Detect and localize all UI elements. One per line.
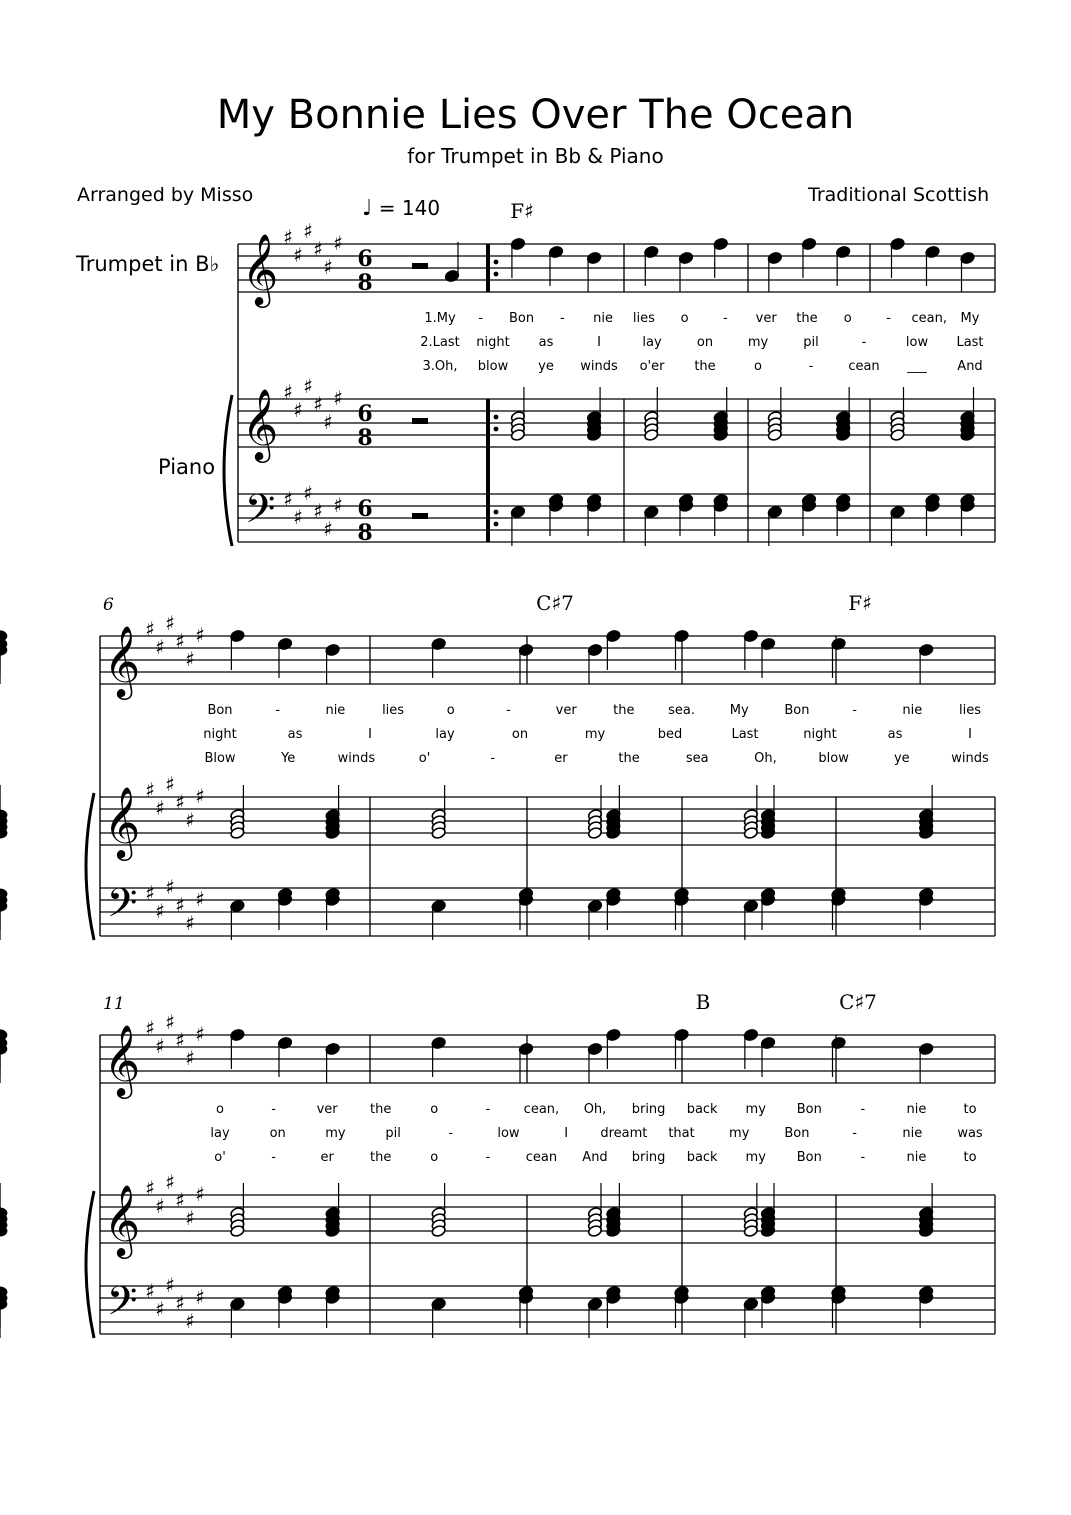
sharp-icon: ♯ [333,386,343,410]
lyric-syllable: as [538,335,554,350]
sharp-icon: ♯ [195,784,205,808]
lyric-syllable: ver [755,311,777,326]
lyric-syllable: o [754,359,762,374]
sharp-icon: ♯ [195,1022,205,1046]
time-signature-numerator: 6 [357,496,373,522]
lyric-syllable: er [320,1150,334,1165]
lyric-syllable: Ye [281,751,296,766]
lyric-syllable: cean, [523,1102,560,1117]
sharp-icon: ♯ [155,1297,165,1321]
lyric-syllable: o [843,311,852,326]
tempo-value: = 140 [378,196,441,220]
lyric-syllable: lay [642,335,662,350]
lyric-syllable: I [564,1126,569,1141]
lyric-syllable: my [747,335,769,350]
sharp-icon: ♯ [185,911,195,935]
sharp-icon: ♯ [175,1291,185,1315]
lyric-syllable: low [905,335,929,350]
lyric-syllable: And [582,1150,608,1165]
lyric-syllable: er [554,751,568,766]
repeat-dot-icon [494,415,499,420]
sharp-icon: ♯ [155,1034,165,1058]
lyric-syllable: my [745,1102,766,1117]
sharp-icon: ♯ [185,647,195,671]
lyric-syllable: sea [685,751,709,766]
lyric-syllable: lies [632,311,655,326]
lyric-syllable: the [370,1150,392,1165]
repeat-dot-icon [494,510,499,515]
sharp-icon: ♯ [155,796,165,820]
piano-treble-staff [238,399,995,447]
trumpet-staff [100,636,995,684]
chord-symbol: C♯7 [536,591,574,615]
piano-brace-icon [86,793,94,940]
lyric-syllable: nie [902,1126,923,1141]
sharp-icon: ♯ [303,374,313,398]
lyric-syllable: o [430,1150,439,1165]
lyric-syllable: Bon [207,703,233,718]
measure-number: 11 [103,994,125,1014]
sharp-icon: ♯ [145,1016,155,1040]
piano-bass-staff [100,888,995,936]
lyric-syllable: that [668,1126,695,1141]
note-head [0,631,7,641]
note-head [0,1030,7,1040]
sharp-icon: ♯ [333,231,343,255]
score-subtitle: for Trumpet in Bb & Piano [407,144,664,168]
lyric-syllable: the [694,359,716,374]
lyric-syllable: - [723,311,728,326]
lyric-syllable: my [745,1150,766,1165]
lyric-syllable: o' [418,751,431,766]
lyric-syllable: Bon [784,703,810,718]
lyric-syllable: 3.Oh, [422,359,458,374]
repeat-dot-icon [494,260,499,265]
lyric-syllable: o [430,1102,439,1117]
chord-symbol: C♯7 [839,990,877,1014]
treble-clef-icon: 𝄞 [103,1183,141,1256]
sharp-icon: ♯ [165,875,175,899]
lyric-syllable: blow [477,359,509,374]
lyric-syllable: night [476,335,510,350]
sharp-icon: ♯ [195,887,205,911]
sharp-icon: ♯ [323,255,333,279]
sharp-icon: ♯ [155,635,165,659]
lyric-syllable: - [490,751,496,766]
sharp-icon: ♯ [185,1309,195,1333]
sharp-icon: ♯ [175,790,185,814]
sharp-icon: ♯ [283,380,293,404]
sharp-icon: ♯ [313,237,323,261]
sharp-icon: ♯ [185,1046,195,1070]
lyric-syllable: as [887,727,903,742]
sharp-icon: ♯ [293,243,303,267]
bass-clef-icon: 𝄢 [106,1278,138,1334]
lyric-syllable: lay [435,727,455,742]
sharp-icon: ♯ [313,392,323,416]
lyric-syllable: cean, [911,311,947,326]
lyric-syllable: And [957,359,983,374]
lyric-syllable: to [963,1102,977,1117]
piano-brace-icon [86,1191,94,1338]
time-signature-numerator: 6 [357,246,373,272]
sharp-icon: ♯ [165,772,175,796]
lyric-syllable: 1.My [424,311,456,326]
lyric-syllable: winds [951,751,989,766]
measure-number: 6 [103,595,114,615]
lyric-syllable: winds [580,359,618,374]
note-head [0,1226,7,1235]
sharp-icon: ♯ [145,1176,155,1200]
lyric-syllable: pil [385,1126,401,1141]
sharp-icon: ♯ [145,1279,155,1303]
lyric-syllable: night [203,727,237,742]
lyric-syllable: was [957,1126,983,1141]
lyric-syllable: Bon [508,311,535,326]
lyric-syllable: - [271,1150,276,1165]
chord-symbol: B [695,990,711,1014]
lyric-syllable: Blow [204,751,236,766]
lyric-syllable: cean [848,359,880,374]
sharp-icon: ♯ [155,1194,165,1218]
lyric-syllable: the [613,703,635,718]
lyric-syllable: nie [906,1150,927,1165]
sharp-icon: ♯ [185,808,195,832]
sharp-icon: ♯ [185,1206,195,1230]
piano-brace-icon [224,395,232,546]
sharp-icon: ♯ [195,1182,205,1206]
lyric-syllable: - [886,311,891,326]
lyric-syllable: low [497,1126,520,1141]
lyric-syllable: - [860,1102,866,1117]
chord-symbol: F♯ [510,199,534,223]
lyric-syllable: pil [803,335,819,350]
lyric-syllable: blow [818,751,849,766]
lyric-syllable: to [963,1150,977,1165]
lyric-syllable: bring [631,1102,666,1117]
sharp-icon: ♯ [165,1170,175,1194]
lyric-syllable: My [960,311,980,326]
half-rest-icon [412,418,428,424]
lyric-syllable: - [448,1126,454,1141]
lyric-syllable: ver [555,703,577,718]
repeat-dot-icon [494,427,499,432]
time-signature-denominator: 8 [357,270,373,296]
lyric-syllable: - [275,703,281,718]
lyric-syllable: night [803,727,837,742]
lyric-syllable: nie [902,703,923,718]
lyric-syllable: I [597,335,601,350]
sharp-icon: ♯ [175,1028,185,1052]
lyric-syllable: winds [337,751,376,766]
lyric-syllable: bring [631,1150,666,1165]
lyric-syllable: - [485,1102,491,1117]
lyric-syllable: as [287,727,303,742]
treble-clef-icon: 𝄞 [103,1023,141,1096]
lyric-syllable: Oh, [754,751,777,766]
sharp-icon: ♯ [175,893,185,917]
instrument-label-trumpet: Trumpet in B♭ [76,252,220,276]
note-head [0,828,7,837]
lyric-syllable: back [686,1102,718,1117]
note-head [0,895,7,904]
time-signature-denominator: 8 [357,425,373,451]
lyric-syllable: - [271,1102,276,1117]
sharp-icon: ♯ [165,1010,175,1034]
sharp-icon: ♯ [165,1273,175,1297]
half-rest-icon [412,513,428,519]
lyric-syllable: - [852,703,857,718]
score-title: My Bonnie Lies Over The Ocean [216,92,855,138]
sharp-icon: ♯ [333,493,343,517]
lyric-syllable: on [269,1126,286,1141]
lyric-syllable: - [860,1150,866,1165]
bass-clef-icon: 𝄢 [106,880,138,936]
sharp-icon: ♯ [195,623,205,647]
lyric-syllable: dreamt [600,1126,648,1141]
note-head [0,1044,7,1054]
sharp-icon: ♯ [165,611,175,635]
trumpet-staff [238,244,995,292]
time-signature-denominator: 8 [357,520,373,546]
lyric-syllable: nie [593,311,614,326]
lyric-syllable: - [852,1126,857,1141]
lyric-syllable: - [861,335,867,350]
repeat-dot-icon [494,272,499,277]
piano-bass-staff [100,1286,995,1334]
lyric-syllable: my [325,1126,346,1141]
treble-clef-icon: 𝄞 [103,624,141,697]
instrument-label-piano: Piano [158,455,216,479]
note-head [0,645,7,655]
lyric-syllable: on [511,727,529,742]
sharp-icon: ♯ [313,499,323,523]
lyric-syllable: - [506,703,511,718]
sharp-icon: ♯ [175,629,185,653]
sharp-icon: ♯ [145,617,155,641]
sharp-icon: ♯ [323,410,333,434]
lyric-syllable: the [370,1102,392,1117]
lyric-syllable: o [680,311,689,326]
lyric-syllable: ver [316,1102,338,1117]
arranger-credit: Arranged by Misso [77,184,254,206]
treble-clef-icon: 𝄞 [241,387,279,460]
lyric-syllable: - [559,311,565,326]
sharp-icon: ♯ [195,1285,205,1309]
lyric-syllable: o' [214,1150,226,1165]
time-signature-numerator: 6 [357,401,373,427]
lyric-syllable: ___ [907,359,927,374]
sharp-icon: ♯ [283,487,293,511]
lyric-syllable: Last [956,335,984,350]
sharp-icon: ♯ [283,225,293,249]
lyric-syllable: 2.Last [420,335,460,350]
sharp-icon: ♯ [293,398,303,422]
lyric-syllable: Last [731,727,759,742]
lyric-syllable: I [968,727,972,742]
sharp-icon: ♯ [303,219,313,243]
lyric-syllable: Oh, [583,1102,607,1117]
lyric-syllable: lies [959,703,981,718]
lyric-syllable: o [216,1102,224,1117]
lyric-syllable: - [485,1150,491,1165]
lyric-syllable: my [584,727,606,742]
sharp-icon: ♯ [175,1188,185,1212]
lyric-syllable: ye [538,359,554,374]
lyric-syllable: Bon [784,1126,810,1141]
lyric-syllable: Bon [796,1102,822,1117]
chord-symbol: F♯ [848,591,872,615]
lyric-syllable: the [796,311,818,326]
treble-clef-icon: 𝄞 [103,785,141,858]
lyric-syllable: lies [382,703,405,718]
lyric-syllable: - [808,359,814,374]
lyric-syllable: Bon [796,1150,822,1165]
lyric-syllable: o'er [639,359,665,374]
treble-clef-icon: 𝄞 [241,232,279,305]
composer-credit: Traditional Scottish [808,184,990,206]
sharp-icon: ♯ [155,899,165,923]
sharp-icon: ♯ [145,778,155,802]
lyric-syllable: ye [893,751,910,766]
lyric-syllable: on [696,335,714,350]
note-head [0,1293,7,1302]
lyric-syllable: sea. [668,703,695,718]
lyric-syllable: I [368,727,372,742]
half-rest-icon [412,263,428,269]
repeat-dot-icon [494,522,499,527]
quarter-note-icon: ♩ [362,196,373,221]
lyric-syllable: the [618,751,640,766]
lyric-syllable: nie [906,1102,927,1117]
lyric-syllable: my [729,1126,750,1141]
trumpet-staff [100,1035,995,1083]
lyric-syllable: nie [325,703,346,718]
lyric-syllable: My [729,703,749,718]
lyric-syllable: o [446,703,455,718]
lyric-syllable: bed [657,727,683,742]
sharp-icon: ♯ [323,517,333,541]
sharp-icon: ♯ [145,881,155,905]
lyric-syllable: back [686,1150,718,1165]
sharp-icon: ♯ [303,481,313,505]
sharp-icon: ♯ [293,505,303,529]
piano-bass-staff [238,494,995,542]
lyric-syllable: cean [525,1150,558,1165]
bass-clef-icon: 𝄢 [244,486,276,542]
lyric-syllable: lay [210,1126,230,1141]
lyric-syllable: - [478,311,484,326]
